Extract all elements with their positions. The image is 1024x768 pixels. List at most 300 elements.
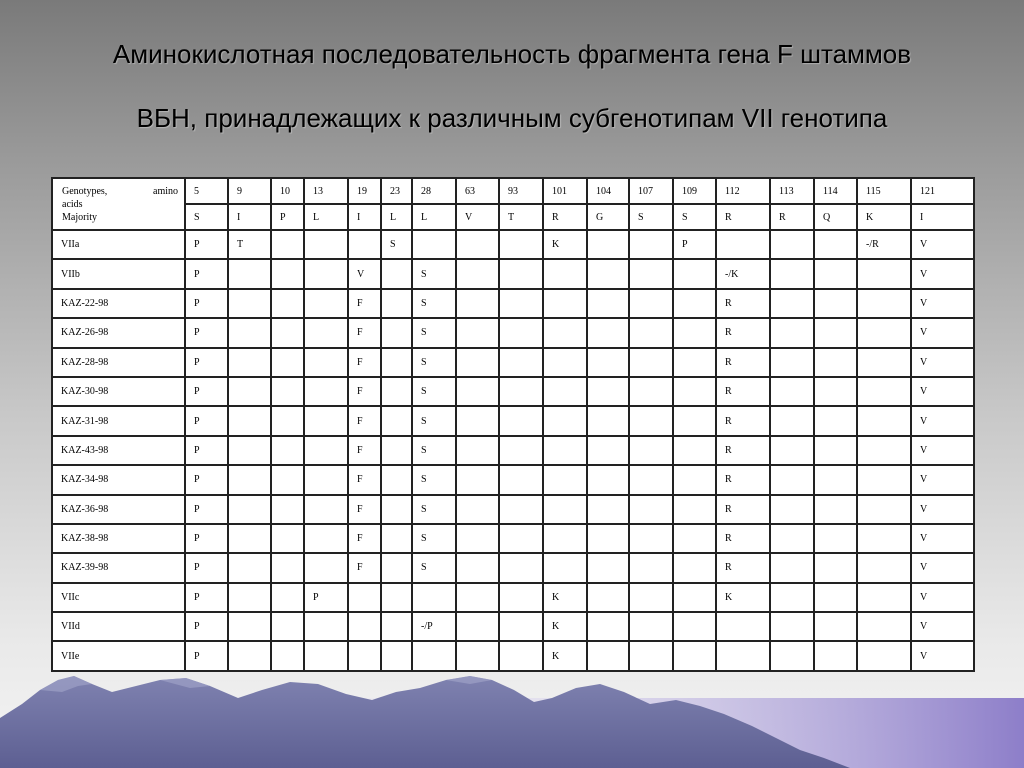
residue-cell: [814, 495, 857, 524]
position-header: 115: [857, 178, 911, 204]
residue-cell: [271, 318, 304, 347]
residue-cell: [857, 495, 911, 524]
consensus-cell: S: [629, 204, 673, 230]
genotype-header-cell: [52, 178, 185, 230]
consensus-cell: P: [271, 204, 304, 230]
residue-cell: [770, 348, 814, 377]
residue-cell: [629, 348, 673, 377]
residue-cell: [348, 230, 381, 259]
residue-cell: F: [348, 553, 381, 582]
residue-cell: [857, 583, 911, 612]
residue-cell: [857, 465, 911, 494]
residue-cell: [857, 259, 911, 288]
residue-cell: [770, 318, 814, 347]
residue-cell: V: [911, 524, 974, 553]
header-row-consensus: [52, 204, 974, 230]
residue-cell: [456, 583, 499, 612]
position-header: 10: [271, 178, 304, 204]
strain-name-cell: KAZ-39-98: [52, 553, 185, 582]
residue-cell: [499, 436, 543, 465]
residue-cell: P: [185, 318, 228, 347]
residue-cell: [456, 348, 499, 377]
position-header: 107: [629, 178, 673, 204]
table-row: [52, 406, 974, 435]
residue-cell: [814, 259, 857, 288]
residue-cell: [304, 641, 348, 670]
residue-cell: [629, 318, 673, 347]
consensus-cell: R: [543, 204, 587, 230]
residue-cell: R: [716, 553, 770, 582]
residue-cell: F: [348, 406, 381, 435]
residue-cell: [629, 465, 673, 494]
residue-cell: F: [348, 289, 381, 318]
residue-cell: [228, 289, 271, 318]
consensus-cell: V: [456, 204, 499, 230]
residue-cell: P: [185, 553, 228, 582]
consensus-cell: K: [857, 204, 911, 230]
residue-cell: S: [412, 436, 456, 465]
residue-cell: [857, 348, 911, 377]
residue-cell: P: [185, 641, 228, 670]
residue-cell: [673, 612, 716, 641]
table-row: [52, 553, 974, 582]
residue-cell: [499, 259, 543, 288]
residue-cell: [587, 553, 629, 582]
residue-cell: [348, 641, 381, 670]
residue-cell: [271, 641, 304, 670]
residue-cell: [814, 348, 857, 377]
residue-cell: V: [911, 318, 974, 347]
residue-cell: [629, 289, 673, 318]
residue-cell: [587, 406, 629, 435]
consensus-cell: G: [587, 204, 629, 230]
residue-cell: P: [185, 524, 228, 553]
residue-cell: [857, 524, 911, 553]
residue-cell: [543, 406, 587, 435]
residue-cell: [673, 406, 716, 435]
residue-cell: [381, 289, 412, 318]
residue-cell: [381, 465, 412, 494]
residue-cell: [456, 465, 499, 494]
header-amino-word: amino: [153, 185, 178, 197]
residue-cell: P: [185, 583, 228, 612]
residue-cell: [228, 436, 271, 465]
residue-cell: F: [348, 348, 381, 377]
residue-cell: [857, 377, 911, 406]
strain-name-cell: KAZ-36-98: [52, 495, 185, 524]
residue-cell: [587, 318, 629, 347]
position-header: 19: [348, 178, 381, 204]
residue-cell: [381, 436, 412, 465]
position-header: 113: [770, 178, 814, 204]
position-header: 28: [412, 178, 456, 204]
residue-cell: [543, 436, 587, 465]
residue-cell: [543, 524, 587, 553]
table-row: [52, 524, 974, 553]
residue-cell: [673, 377, 716, 406]
residue-cell: [814, 583, 857, 612]
residue-cell: [381, 259, 412, 288]
table-row: [52, 230, 974, 259]
consensus-cell: S: [673, 204, 716, 230]
strain-name-cell: KAZ-22-98: [52, 289, 185, 318]
residue-cell: R: [716, 377, 770, 406]
residue-cell: [304, 377, 348, 406]
residue-cell: [456, 495, 499, 524]
residue-cell: [770, 583, 814, 612]
residue-cell: [271, 348, 304, 377]
strain-name-cell: VIId: [52, 612, 185, 641]
residue-cell: [456, 524, 499, 553]
residue-cell: V: [911, 583, 974, 612]
residue-cell: S: [412, 348, 456, 377]
residue-cell: F: [348, 377, 381, 406]
residue-cell: F: [348, 436, 381, 465]
residue-cell: [857, 612, 911, 641]
residue-cell: [857, 641, 911, 670]
residue-cell: [770, 289, 814, 318]
residue-cell: F: [348, 465, 381, 494]
residue-cell: S: [412, 495, 456, 524]
position-header: 112: [716, 178, 770, 204]
strain-name-cell: VIIc: [52, 583, 185, 612]
residue-cell: [587, 495, 629, 524]
residue-cell: [770, 465, 814, 494]
strain-name-cell: VIIb: [52, 259, 185, 288]
residue-cell: [814, 641, 857, 670]
strain-name-cell: KAZ-38-98: [52, 524, 185, 553]
residue-cell: P: [673, 230, 716, 259]
residue-cell: [271, 553, 304, 582]
residue-cell: V: [911, 289, 974, 318]
residue-cell: [228, 583, 271, 612]
residue-cell: [271, 583, 304, 612]
residue-cell: S: [412, 377, 456, 406]
residue-cell: P: [185, 406, 228, 435]
residue-cell: [381, 318, 412, 347]
residue-cell: [228, 348, 271, 377]
residue-cell: [587, 377, 629, 406]
residue-cell: [381, 524, 412, 553]
residue-cell: P: [185, 495, 228, 524]
residue-cell: [499, 230, 543, 259]
residue-cell: [814, 553, 857, 582]
title-line-1: Аминокислотная последовательность фрагмента гена F штаммов: [112, 39, 912, 69]
residue-cell: [543, 259, 587, 288]
residue-cell: R: [716, 524, 770, 553]
position-header: 23: [381, 178, 412, 204]
residue-cell: [629, 524, 673, 553]
table-row: [52, 259, 974, 288]
residue-cell: [543, 289, 587, 318]
residue-cell: S: [412, 318, 456, 347]
residue-cell: [499, 318, 543, 347]
residue-cell: [304, 524, 348, 553]
residue-cell: [629, 583, 673, 612]
table-row: [52, 495, 974, 524]
residue-cell: [304, 230, 348, 259]
consensus-cell: L: [381, 204, 412, 230]
residue-cell: V: [911, 406, 974, 435]
residue-cell: [304, 406, 348, 435]
table-row: [52, 436, 974, 465]
residue-cell: [499, 641, 543, 670]
consensus-cell: I: [911, 204, 974, 230]
residue-cell: [857, 553, 911, 582]
residue-cell: [673, 289, 716, 318]
residue-cell: V: [911, 377, 974, 406]
residue-cell: [587, 612, 629, 641]
residue-cell: S: [412, 289, 456, 318]
residue-cell: [587, 641, 629, 670]
residue-cell: [499, 612, 543, 641]
position-header: 63: [456, 178, 499, 204]
residue-cell: [304, 495, 348, 524]
residue-cell: [673, 553, 716, 582]
residue-cell: [412, 230, 456, 259]
residue-cell: [381, 583, 412, 612]
title-line-2: ВБН, принадлежащих к различным субгенотипам VII генотипа: [136, 103, 888, 133]
residue-cell: [228, 465, 271, 494]
residue-cell: K: [543, 612, 587, 641]
residue-cell: [499, 465, 543, 494]
residue-cell: [857, 289, 911, 318]
residue-cell: [587, 259, 629, 288]
position-header: 101: [543, 178, 587, 204]
residue-cell: [587, 583, 629, 612]
residue-cell: [499, 583, 543, 612]
residue-cell: [456, 436, 499, 465]
residue-cell: [629, 495, 673, 524]
residue-cell: S: [412, 524, 456, 553]
header-row-positions: [52, 178, 974, 204]
residue-cell: V: [911, 612, 974, 641]
residue-cell: V: [911, 495, 974, 524]
residue-cell: P: [185, 465, 228, 494]
residue-cell: [770, 641, 814, 670]
residue-cell: [770, 259, 814, 288]
residue-cell: P: [185, 348, 228, 377]
residue-cell: P: [185, 230, 228, 259]
residue-cell: [499, 289, 543, 318]
residue-cell: [271, 377, 304, 406]
residue-cell: -/P: [412, 612, 456, 641]
residue-cell: [543, 377, 587, 406]
residue-cell: [499, 348, 543, 377]
residue-cell: V: [911, 641, 974, 670]
residue-cell: [814, 465, 857, 494]
position-header: 9: [228, 178, 271, 204]
residue-cell: [814, 289, 857, 318]
residue-cell: [770, 524, 814, 553]
residue-cell: [228, 259, 271, 288]
residue-cell: -/R: [857, 230, 911, 259]
residue-cell: K: [543, 641, 587, 670]
residue-cell: [543, 318, 587, 347]
residue-cell: [271, 495, 304, 524]
residue-cell: [381, 348, 412, 377]
consensus-cell: R: [716, 204, 770, 230]
header-genotypes-word: Genotypes,: [62, 185, 108, 197]
consensus-cell: L: [304, 204, 348, 230]
residue-cell: [228, 553, 271, 582]
residue-cell: [456, 406, 499, 435]
residue-cell: P: [185, 289, 228, 318]
table-row: [52, 641, 974, 670]
residue-cell: R: [716, 289, 770, 318]
residue-cell: V: [911, 436, 974, 465]
residue-cell: [673, 465, 716, 494]
residue-cell: [629, 230, 673, 259]
residue-cell: [587, 465, 629, 494]
residue-cell: [587, 230, 629, 259]
residue-cell: [673, 495, 716, 524]
strain-name-cell: KAZ-28-98: [52, 348, 185, 377]
residue-cell: F: [348, 524, 381, 553]
residue-cell: [629, 259, 673, 288]
position-header: 114: [814, 178, 857, 204]
residue-cell: [673, 641, 716, 670]
residue-cell: [770, 436, 814, 465]
residue-cell: [814, 318, 857, 347]
consensus-cell: L: [412, 204, 456, 230]
residue-cell: [304, 259, 348, 288]
residue-cell: [543, 553, 587, 582]
residue-cell: R: [716, 465, 770, 494]
residue-cell: V: [348, 259, 381, 288]
residue-cell: V: [911, 348, 974, 377]
residue-cell: [857, 436, 911, 465]
residue-cell: [673, 583, 716, 612]
residue-cell: [543, 495, 587, 524]
consensus-cell: I: [228, 204, 271, 230]
residue-cell: [271, 465, 304, 494]
residue-cell: [228, 318, 271, 347]
residue-cell: K: [543, 583, 587, 612]
residue-cell: [456, 259, 499, 288]
header-majority-label: Majority: [62, 211, 97, 223]
table-row: [52, 289, 974, 318]
consensus-cell: T: [499, 204, 543, 230]
residue-cell: [587, 348, 629, 377]
residue-cell: [304, 436, 348, 465]
residue-cell: [857, 318, 911, 347]
residue-cell: [499, 524, 543, 553]
residue-cell: [228, 406, 271, 435]
residue-cell: [814, 612, 857, 641]
residue-cell: [304, 465, 348, 494]
residue-cell: [673, 318, 716, 347]
residue-cell: [381, 641, 412, 670]
strain-name-cell: VIIa: [52, 230, 185, 259]
residue-cell: [629, 641, 673, 670]
strain-name-cell: KAZ-26-98: [52, 318, 185, 347]
table-row: [52, 583, 974, 612]
table-row: [52, 612, 974, 641]
residue-cell: [456, 289, 499, 318]
position-header: 93: [499, 178, 543, 204]
residue-cell: R: [716, 318, 770, 347]
residue-cell: [543, 465, 587, 494]
position-header: 104: [587, 178, 629, 204]
residue-cell: [304, 289, 348, 318]
residue-cell: [499, 377, 543, 406]
table-row: [52, 318, 974, 347]
residue-cell: [412, 583, 456, 612]
residue-cell: [673, 524, 716, 553]
residue-cell: [456, 553, 499, 582]
residue-cell: [629, 406, 673, 435]
residue-cell: [814, 524, 857, 553]
residue-cell: [814, 377, 857, 406]
residue-cell: [629, 612, 673, 641]
residue-cell: [228, 641, 271, 670]
residue-cell: [412, 641, 456, 670]
residue-cell: [770, 495, 814, 524]
residue-cell: [499, 406, 543, 435]
residue-cell: [814, 436, 857, 465]
residue-cell: [381, 377, 412, 406]
sequence-table: [51, 177, 975, 672]
residue-cell: [456, 641, 499, 670]
residue-cell: [857, 406, 911, 435]
strain-name-cell: KAZ-34-98: [52, 465, 185, 494]
residue-cell: [814, 406, 857, 435]
residue-cell: P: [185, 612, 228, 641]
residue-cell: [814, 230, 857, 259]
position-header: 121: [911, 178, 974, 204]
residue-cell: [673, 436, 716, 465]
residue-cell: [228, 377, 271, 406]
residue-cell: F: [348, 318, 381, 347]
residue-cell: [456, 230, 499, 259]
mountain-range: [0, 676, 850, 768]
residue-cell: R: [716, 348, 770, 377]
consensus-cell: R: [770, 204, 814, 230]
residue-cell: S: [412, 465, 456, 494]
consensus-cell: Q: [814, 204, 857, 230]
residue-cell: [271, 230, 304, 259]
residue-cell: -/K: [716, 259, 770, 288]
residue-cell: [770, 230, 814, 259]
residue-cell: [499, 495, 543, 524]
residue-cell: R: [716, 406, 770, 435]
residue-cell: [716, 612, 770, 641]
residue-cell: K: [716, 583, 770, 612]
residue-cell: R: [716, 495, 770, 524]
residue-cell: [348, 583, 381, 612]
residue-cell: [304, 348, 348, 377]
residue-cell: [271, 436, 304, 465]
residue-cell: S: [381, 230, 412, 259]
consensus-cell: I: [348, 204, 381, 230]
residue-cell: [770, 612, 814, 641]
residue-cell: [456, 318, 499, 347]
residue-cell: [271, 612, 304, 641]
residue-cell: [228, 495, 271, 524]
slide-title: [0, 22, 1024, 150]
residue-cell: P: [185, 377, 228, 406]
residue-cell: [271, 524, 304, 553]
residue-cell: [381, 612, 412, 641]
residue-cell: [543, 348, 587, 377]
residue-cell: F: [348, 495, 381, 524]
residue-cell: [304, 318, 348, 347]
residue-cell: V: [911, 230, 974, 259]
residue-cell: [770, 406, 814, 435]
table-row: [52, 348, 974, 377]
residue-cell: [716, 230, 770, 259]
